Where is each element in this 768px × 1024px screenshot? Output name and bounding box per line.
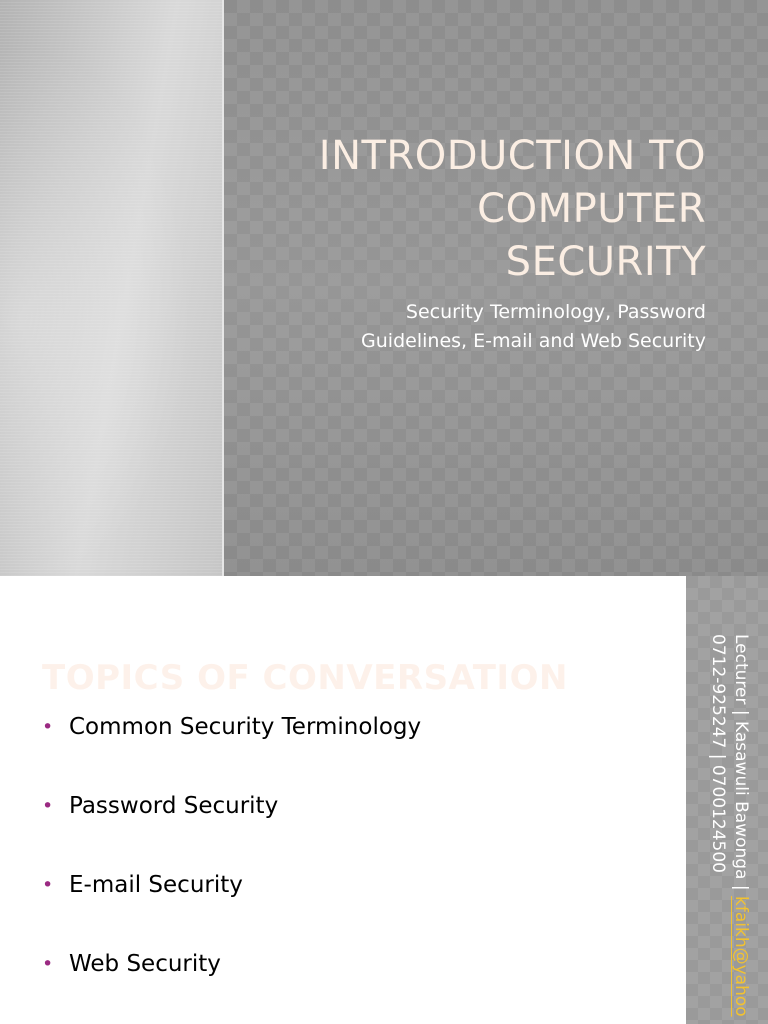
slide-title [266,130,706,289]
title-panel [224,0,768,576]
list-item [42,793,421,872]
list-item [42,872,421,951]
decorative-left-panel [0,0,222,576]
list-item-text: E-mail Security [69,872,243,898]
slide-subtitle [286,298,706,356]
subtitle-line: Security Terminology, Password [405,301,706,323]
lecturer-name: Lecturer | Kasawuli Bawonga | [731,634,751,896]
topics-slide [0,576,768,1024]
email-link[interactable]: kfaikh@yahoo [731,896,751,1017]
list-item [42,714,421,793]
topics-heading: TOPICS OF CONVERSATION [42,658,568,698]
bullet-icon: • [42,716,54,738]
bullet-icon: • [42,795,54,817]
title-line: SECURITY [505,239,706,285]
lecturer-sidebar [686,576,768,1024]
phone-numbers: 0712-925247 | 0700124500 [708,634,728,873]
list-item-text: Web Security [69,951,221,977]
title-line: COMPUTER [477,186,706,232]
subtitle-line: Guidelines, E-mail and Web Security [361,330,706,352]
bullet-icon: • [42,874,54,896]
lecturer-line [729,634,752,1017]
list-item [42,951,421,1024]
list-item-text: Common Security Terminology [69,714,422,740]
list-item-text: Password Security [69,793,279,819]
bullet-icon: • [42,953,54,975]
topics-list [42,714,421,1024]
title-line: INTRODUCTION TO [318,133,706,179]
lecturer-info [706,634,752,1017]
